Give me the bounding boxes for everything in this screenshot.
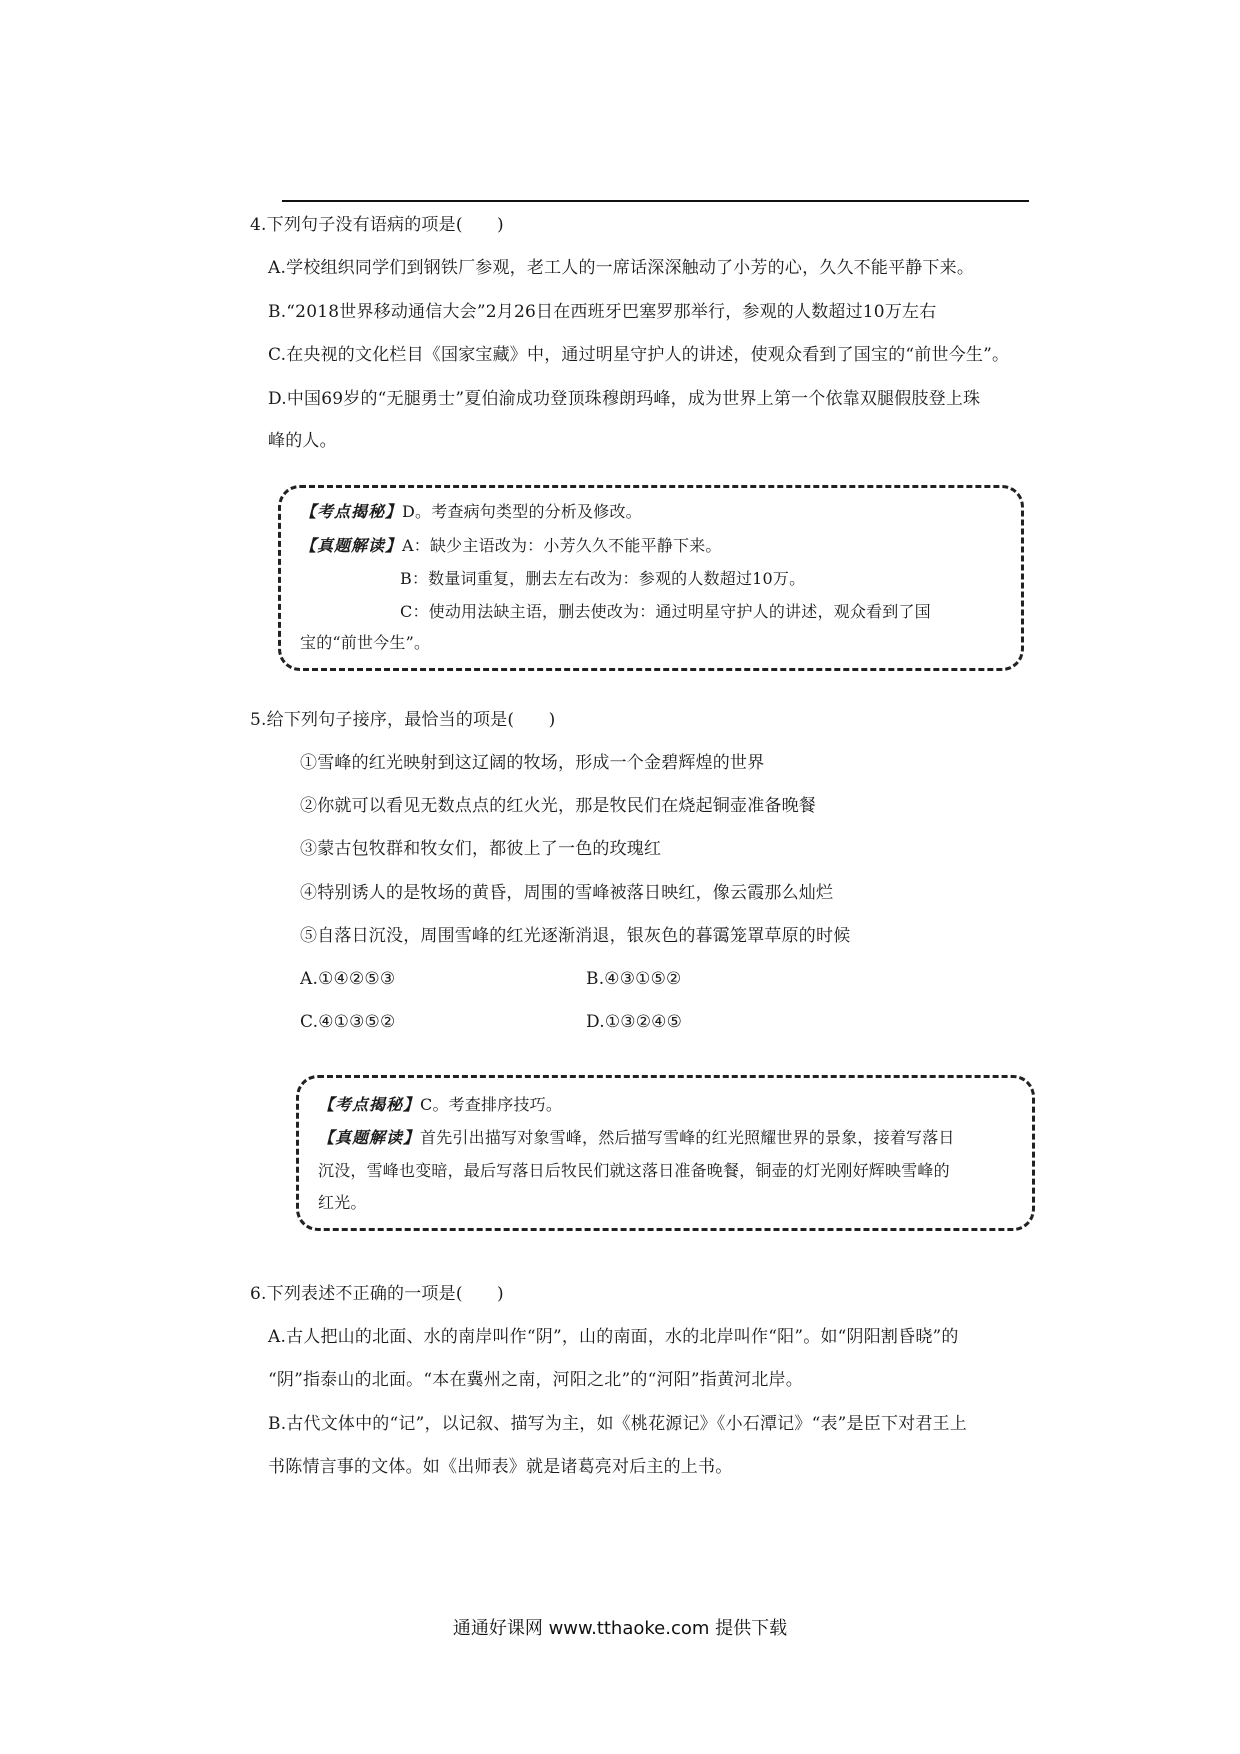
question-5-sentence-2: ②你就可以看见无数点点的红火光，那是牧民们在烧起铜壶准备晚餐 <box>300 796 816 816</box>
question-4-explain-line-2: B：数量词重复，删去左右改为：参观的人数超过10万。 <box>400 569 806 588</box>
question-6-stem: 6.下列表述不正确的一项是( ) <box>250 1284 504 1304</box>
question-4-explain-line-3: C：使动用法缺主语，删去使改为：通过明星守护人的讲述，观众看到了国 <box>400 602 931 621</box>
question-5-point <box>318 1093 562 1117</box>
question-5-stem: 5.给下列句子接序，最恰当的项是( ) <box>250 710 556 730</box>
question-5-explain-line-1 <box>318 1126 955 1150</box>
question-4-explain-line-1 <box>300 534 722 558</box>
question-5-option-c: C.④①③⑤② <box>300 1012 396 1032</box>
question-4-option-d: D.中国69岁的“无腿勇士”夏伯渝成功登顶珠穆朗玛峰，成为世界上第一个依靠双腿假肢登上珠 <box>268 389 981 409</box>
question-4-explain-line-4: 宝的“前世今生”。 <box>300 633 431 652</box>
question-5-sentence-4: ④特别诱人的是牧场的黄昏，周围的雪峰被落日映红，像云霞那么灿烂 <box>300 883 834 903</box>
question-4-explain-text-1: A：缺少主语改为：小芳久久不能平静下来。 <box>402 536 722 555</box>
question-4-point-text: D。考查病句类型的分析及修改。 <box>402 502 642 521</box>
question-4-option-b: B.“2018世界移动通信大会”2月26日在西班牙巴塞罗那举行，参观的人数超过10万左右 <box>268 302 937 322</box>
question-4-option-c: C.在央视的文化栏目《国家宝藏》中，通过明星守护人的讲述，使观众看到了国宝的“前世今生”。 <box>268 345 1010 365</box>
question-5-explain-text-1: 首先引出描写对象雪峰，然后描写雪峰的红光照耀世界的景象，接着写落日 <box>420 1128 955 1147</box>
question-5-explain-tag: 【真题解读】 <box>318 1128 421 1147</box>
footer-watermark-text: 通通好课网 www.tthaoke.com 提供下载 <box>452 1618 788 1639</box>
question-5-sentence-3: ③蒙古包牧群和牧女们，都彼上了一色的玫瑰红 <box>300 839 662 859</box>
question-5-explain-line-3: 红光。 <box>318 1193 367 1212</box>
question-6-option-a-continued: “阴”指泰山的北面。“本在冀州之南，河阳之北”的“河阳”指黄河北岸。 <box>268 1370 803 1390</box>
question-6-option-b-continued: 书陈情言事的文体。如《出师表》就是诸葛亮对后主的上书。 <box>268 1457 733 1477</box>
question-4-option-a: A.学校组织同学们到钢铁厂参观，老工人的一席话深深触动了小芳的心，久久不能平静下来。 <box>268 258 975 278</box>
question-5-point-text: C。考查排序技巧。 <box>420 1095 563 1114</box>
question-5-option-b: B.④③①⑤② <box>586 969 682 989</box>
question-4-explain-tag: 【真题解读】 <box>300 536 403 555</box>
question-5-option-d: D.①③②④⑤ <box>586 1012 683 1032</box>
question-5-point-tag: 【考点揭秘】 <box>318 1095 421 1114</box>
question-4-stem: 4.下列句子没有语病的项是( ) <box>250 215 504 235</box>
question-6-option-b: B.古代文体中的“记”，以记叙、描写为主，如《桃花源记》《小石潭记》“表”是臣下对君王上 <box>268 1414 967 1434</box>
question-5-option-a: A.①④②⑤③ <box>300 969 396 989</box>
question-5-sentence-5: ⑤自落日沉没，周围雪峰的红光逐渐消退，银灰色的暮霭笼罩草原的时候 <box>300 926 851 946</box>
question-4-option-d-continued: 峰的人。 <box>268 431 337 451</box>
question-4-point-tag: 【考点揭秘】 <box>300 502 403 521</box>
question-4-point <box>300 500 642 524</box>
question-6-option-a: A.古人把山的北面、水的南岸叫作“阴”，山的南面，水的北岸叫作“阳”。如“阴阳割昏晓”的 <box>268 1327 959 1347</box>
question-5-sentence-1: ①雪峰的红光映射到这辽阔的牧场，形成一个金碧辉煌的世界 <box>300 753 765 773</box>
header-rule <box>282 200 1029 202</box>
question-5-explain-line-2: 沉没，雪峰也变暗，最后写落日后牧民们就这落日准备晚餐，铜壶的灯光刚好辉映雪峰的 <box>318 1161 950 1180</box>
